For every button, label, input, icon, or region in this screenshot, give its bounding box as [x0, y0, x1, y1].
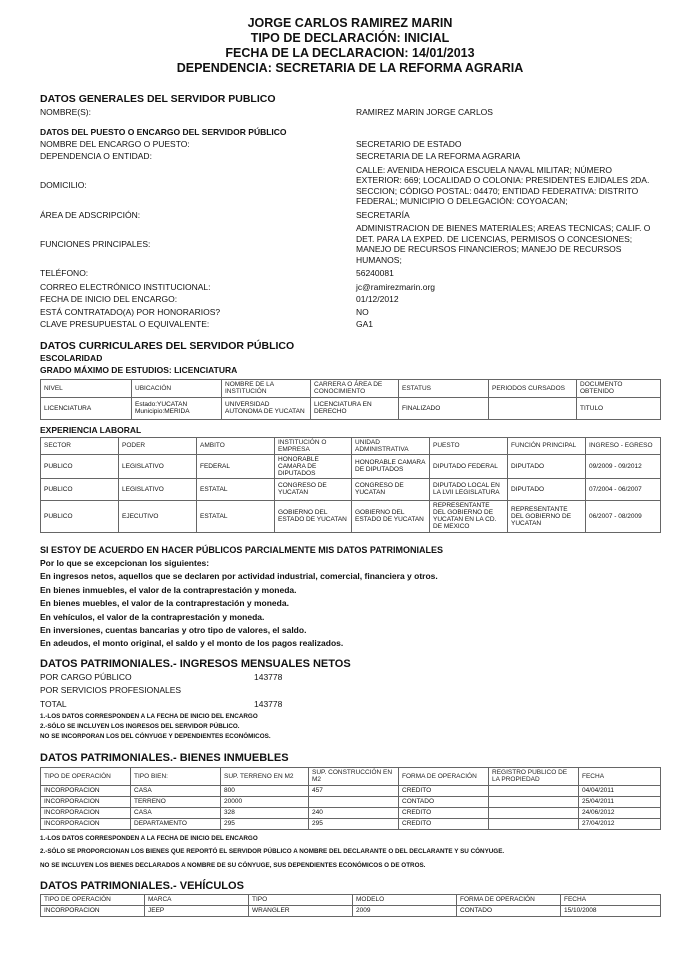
table-cell: GOBIERNO DEL ESTADO DE YUCATAN	[275, 500, 352, 532]
real-estate-title: DATOS PATRIMONIALES.- BIENES INMUEBLES	[40, 751, 289, 764]
table-cell: 25/04/2011	[579, 796, 661, 807]
col-funcion: FUNCIÓN PRINCIPAL	[508, 437, 586, 454]
income-label: TOTAL	[40, 698, 67, 709]
table-row	[41, 905, 661, 916]
income-row	[40, 672, 660, 683]
table-cell	[489, 807, 579, 818]
table-cell: DIPUTADO FEDERAL	[430, 454, 508, 478]
note: 1.-LOS DATOS CORRESPONDEN A LA FECHA DE INICIO DEL ENCARGO	[40, 834, 258, 842]
position-row	[40, 165, 660, 207]
dependency: DEPENDENCIA: SECRETARIA DE LA REFORMA AGRARIA	[176, 61, 524, 75]
position-value: ADMINISTRACION DE BIENES MATERIALES; AREAS TECNICAS; CALIF. O DET. PARA LA EXPED. DE LICENCIAS, PERMISOS O CONCESIONES; MANEJO DE RECURSOS FINANCIEROS; MANEJO DE RECURSOS HUMANOS;	[356, 223, 651, 265]
table-cell: INCORPORACION	[41, 905, 145, 916]
table-cell: 800	[221, 785, 309, 796]
experience-header-row	[41, 437, 661, 454]
col-tipo-bien: TIPO BIEN:	[131, 767, 221, 785]
col-institucion: NOMBRE DE LA INSTITUCIÓN	[222, 379, 311, 397]
col-ambito: AMBITO	[197, 437, 275, 454]
table-cell: DIPUTADO	[508, 478, 586, 500]
position-value: SECRETARÍA	[356, 209, 410, 220]
table-cell	[489, 818, 579, 829]
education-table	[40, 379, 661, 420]
table-cell: ESTATAL	[197, 478, 275, 500]
table-row	[41, 478, 661, 500]
position-label: TELÉFONO:	[40, 268, 89, 278]
disclosure-title: SI ESTOY DE ACUERDO EN HACER PÚBLICOS PARCIALMENTE MIS DATOS PATRIMONIALES	[40, 544, 444, 555]
table-cell: ESTATAL	[197, 500, 275, 532]
table-cell: 295	[221, 818, 309, 829]
table-cell: REPRESENTANTE DEL GOBIERNO DE YUCATAN EN LA CD. DE MEXICO	[430, 500, 508, 532]
table-cell: 295	[309, 818, 399, 829]
col-ingreso-egreso: INGRESO - EGRESO	[586, 437, 661, 454]
income-title: DATOS PATRIMONIALES.- INGRESOS MENSUALES NETOS	[40, 657, 351, 670]
note: 1.-LOS DATOS CORRESPONDEN A LA FECHA DE INICIO DEL ENCARGO	[40, 712, 258, 720]
table-cell: CREDITO	[399, 785, 489, 796]
position-value: 56240081	[356, 268, 394, 278]
disclosure-line: En bienes muebles, el valor de la contraprestación y moneda.	[40, 598, 289, 609]
income-row	[40, 699, 660, 710]
vehicles-table	[40, 894, 661, 917]
table-cell: UNIVERSIDAD AUTONOMA DE YUCATAN	[222, 397, 311, 419]
table-row	[41, 454, 661, 478]
table-row	[41, 500, 661, 532]
position-title: DATOS DEL PUESTO O ENCARGO DEL SERVIDOR PÚBLICO	[40, 126, 287, 137]
name-value: RAMIREZ MARIN JORGE CARLOS	[356, 107, 493, 117]
col-sup-construccion: SUP. CONSTRUCCIÓN EN M2	[309, 767, 399, 785]
position-label: CORREO ELECTRÓNICO INSTITUCIONAL:	[40, 281, 211, 292]
position-row	[40, 268, 660, 279]
col-tipo-operacion: TIPO DE OPERACIÓN	[41, 894, 145, 905]
col-carrera: CARRERA O ÁREA DE CONOCIMIENTO	[311, 379, 399, 397]
table-row	[41, 818, 661, 829]
note: 2.-SÓLO SE INCLUYEN LOS INGRESOS DEL SERVIDOR PÚBLICO.	[40, 722, 240, 730]
table-cell: DEPARTAMENTO	[131, 818, 221, 829]
table-cell: TITULO	[577, 397, 661, 419]
table-cell: REPRESENTANTE DEL GOBIERNO DE YUCATAN	[508, 500, 586, 532]
note: NO SE INCORPORAN LOS DEL CÓNYUGE Y DEPENDIENTES ECONÓMICOS.	[40, 732, 271, 740]
general-data-title: DATOS GENERALES DEL SERVIDOR PUBLICO	[40, 93, 276, 105]
table-cell: 15/10/2008	[561, 905, 661, 916]
table-cell: JEEP	[145, 905, 249, 916]
table-cell: PUBLICO	[41, 478, 119, 500]
note: NO SE INCLUYEN LOS BIENES DECLARADOS A NOMBRE DE SU CÓNYUGE, SUS DEPENDIENTES ECONÓMICOS O DE OTROS.	[40, 861, 426, 869]
experience-table	[40, 437, 661, 533]
document-header	[40, 0, 660, 76]
position-row	[40, 307, 660, 318]
table-cell	[489, 796, 579, 807]
position-label: FECHA DE INICIO DEL ENCARGO:	[40, 294, 178, 304]
real-estate-header-row	[41, 767, 661, 785]
table-cell: CONGRESO DE YUCATAN	[352, 478, 430, 500]
table-cell: INCORPORACION	[41, 785, 131, 796]
real-estate-notes	[40, 832, 660, 873]
schooling-label: ESCOLARIDAD	[40, 352, 103, 363]
table-cell: INCORPORACION	[41, 796, 131, 807]
disclosure-line: En adeudos, el monto original, el saldo y el monto de los pagos realizados.	[40, 638, 344, 649]
table-cell: 457	[309, 785, 399, 796]
table-cell: INCORPORACION	[41, 807, 131, 818]
col-tipo: TIPO	[249, 894, 353, 905]
table-cell: 2009	[353, 905, 457, 916]
table-cell: CASA	[131, 807, 221, 818]
position-value: jc@ramirezmarin.org	[356, 281, 436, 292]
table-cell: LICENCIATURA EN DERECHO	[311, 397, 399, 419]
table-cell: INCORPORACION	[41, 818, 131, 829]
table-cell: DIPUTADO	[508, 454, 586, 478]
table-cell: 328	[221, 807, 309, 818]
table-cell: 27/04/2012	[579, 818, 661, 829]
table-cell: CONGRESO DE YUCATAN	[275, 478, 352, 500]
position-label: FUNCIONES PRINCIPALES:	[40, 238, 151, 249]
table-cell: TERRENO	[131, 796, 221, 807]
position-row	[40, 223, 660, 265]
position-value: 01/12/2012	[356, 294, 399, 304]
position-value: NO	[356, 306, 369, 317]
table-cell: HONORABLE CAMARA DE DIPUTADOS	[275, 454, 352, 478]
col-ubicacion: UBICACIÓN	[132, 379, 222, 397]
table-cell: CONTADO	[399, 796, 489, 807]
position-rows	[40, 139, 660, 330]
col-forma-operacion: FORMA DE OPERACIÓN	[457, 894, 561, 905]
declaration-type: TIPO DE DECLARACIÓN: INICIAL	[250, 31, 450, 45]
position-label: DOMICILIO:	[40, 180, 87, 191]
position-row	[40, 319, 660, 330]
position-row	[40, 151, 660, 162]
max-degree: GRADO MÁXIMO DE ESTUDIOS: LICENCIATURA	[40, 364, 238, 375]
experience-title: EXPERIENCIA LABORAL	[40, 424, 142, 435]
col-nivel: NIVEL	[41, 379, 132, 397]
income-row	[40, 685, 660, 696]
col-registro: REGISTRO PUBLICO DE LA PROPIEDAD	[489, 767, 579, 785]
position-value: GA1	[356, 319, 374, 329]
table-cell: 20000	[221, 796, 309, 807]
general-name-row	[40, 107, 660, 118]
table-cell: 09/2009 - 09/2012	[586, 454, 661, 478]
col-marca: MARCA	[145, 894, 249, 905]
col-modelo: MODELO	[353, 894, 457, 905]
table-row	[41, 397, 661, 419]
col-tipo-operacion: TIPO DE OPERACIÓN	[41, 767, 131, 785]
col-puesto: PUESTO	[430, 437, 508, 454]
col-forma-operacion: FORMA DE OPERACIÓN	[399, 767, 489, 785]
col-fecha: FECHA	[561, 894, 661, 905]
table-row	[41, 785, 661, 796]
position-row	[40, 294, 660, 305]
table-cell: 240	[309, 807, 399, 818]
position-row	[40, 139, 660, 150]
curricular-title: DATOS CURRICULARES DEL SERVIDOR PÚBLICO	[40, 339, 295, 352]
table-cell	[489, 785, 579, 796]
declaration-date: FECHA DE LA DECLARACION: 14/01/2013	[225, 46, 475, 60]
table-cell: CREDITO	[399, 807, 489, 818]
position-value: CALLE: AVENIDA HEROICA ESCUELA NAVAL MILITAR; NÚMERO EXTERIOR: 669; LOCALIDAD O COLONIA: PRESIDENTES EJIDALES 2DA. SECCION; CÓDIGO POSTAL: 04470; ENTIDAD FEDERATIVA: DISTRITO FEDERAL; MUNICIPIO O DELEGACIÓN: COYOACAN;	[356, 164, 650, 206]
income-notes	[40, 712, 660, 742]
table-cell: CONTADO	[457, 905, 561, 916]
table-cell	[309, 796, 399, 807]
table-cell: CASA	[131, 785, 221, 796]
table-cell: Estado:YUCATAN Municipio:MERIDA	[132, 397, 222, 419]
table-cell: 24/06/2012	[579, 807, 661, 818]
table-cell: 04/04/2011	[579, 785, 661, 796]
income-value: 143778	[254, 698, 283, 709]
table-cell: WRANGLER	[249, 905, 353, 916]
position-label: DEPENDENCIA O ENTIDAD:	[40, 151, 152, 161]
disclosure-line: En inversiones, cuentas bancarias y otro tipo de valores, el saldo.	[40, 624, 307, 635]
income-label: POR CARGO PÚBLICO	[40, 671, 132, 682]
table-cell: EJECUTIVO	[119, 500, 197, 532]
real-estate-table	[40, 767, 661, 830]
table-cell: HONORABLE CAMARA DE DIPUTADOS	[352, 454, 430, 478]
disclosure-block	[40, 544, 660, 651]
col-estatus: ESTATUS	[399, 379, 489, 397]
position-label: CLAVE PRESUPUESTAL O EQUIVALENTE:	[40, 319, 210, 329]
table-cell: CREDITO	[399, 818, 489, 829]
table-row	[41, 807, 661, 818]
table-cell: 06/2007 - 08/2009	[586, 500, 661, 532]
table-cell: LEGISLATIVO	[119, 454, 197, 478]
position-label: ESTÁ CONTRATADO(A) POR HONORARIOS?	[40, 306, 221, 317]
table-cell: LEGISLATIVO	[119, 478, 197, 500]
table-cell: FINALIZADO	[399, 397, 489, 419]
table-cell: PUBLICO	[41, 500, 119, 532]
disclosure-line: En vehículos, el valor de la contraprestación y moneda.	[40, 611, 265, 622]
position-row	[40, 282, 660, 293]
col-institucion: INSTITUCIÓN O EMPRESA	[275, 437, 352, 454]
col-fecha: FECHA	[579, 767, 661, 785]
table-cell: 07/2004 - 06/2007	[586, 478, 661, 500]
income-label: POR SERVICIOS PROFESIONALES	[40, 684, 182, 695]
note: 2.-SÓLO SE PROPORCIONAN LOS BIENES QUE REPORTÓ EL SERVIDOR PÚBLICO A NOMBRE DEL DECLARANTE O DEL DECLARANTE Y SU CÓNYUGE.	[40, 847, 505, 855]
vehicles-header-row	[41, 894, 661, 905]
table-cell: FEDERAL	[197, 454, 275, 478]
disclosure-line: En bienes inmuebles, el valor de la contraprestación y moneda.	[40, 584, 297, 595]
position-label: ÁREA DE ADSCRIPCIÓN:	[40, 209, 141, 220]
position-value: SECRETARIO DE ESTADO	[356, 138, 462, 149]
col-periodos: PERIODOS CURSADOS	[489, 379, 577, 397]
table-cell: PUBLICO	[41, 454, 119, 478]
col-documento: DOCUMENTO OBTENIDO	[577, 379, 661, 397]
table-cell: DIPUTADO LOCAL EN LA LVII LEGISLATURA	[430, 478, 508, 500]
disclosure-line: En ingresos netos, aquellos que se declaren por actividad industrial, comercial, financiera y otros.	[40, 571, 438, 582]
table-row	[41, 796, 661, 807]
col-unidad: UNIDAD ADMINISTRATIVA	[352, 437, 430, 454]
vehicles-title: DATOS PATRIMONIALES.- VEHÍCULOS	[40, 879, 244, 892]
education-header-row	[41, 379, 661, 397]
declarant-name: JORGE CARLOS RAMIREZ MARIN	[247, 16, 453, 30]
table-cell: LICENCIATURA	[41, 397, 132, 419]
position-value: SECRETARIA DE LA REFORMA AGRARIA	[356, 151, 521, 161]
disclosure-line: Por lo que se excepcionan los siguientes:	[40, 557, 210, 568]
col-sup-terreno: SUP. TERRENO EN M2	[221, 767, 309, 785]
table-cell	[489, 397, 577, 419]
position-row	[40, 210, 660, 221]
col-poder: PODER	[119, 437, 197, 454]
col-sector: SECTOR	[41, 437, 119, 454]
table-cell: GOBIERNO DEL ESTADO DE YUCATAN	[352, 500, 430, 532]
income-value: 143778	[254, 671, 283, 682]
name-label: NOMBRE(S):	[40, 107, 91, 117]
position-label: NOMBRE DEL ENCARGO O PUESTO:	[40, 138, 190, 149]
